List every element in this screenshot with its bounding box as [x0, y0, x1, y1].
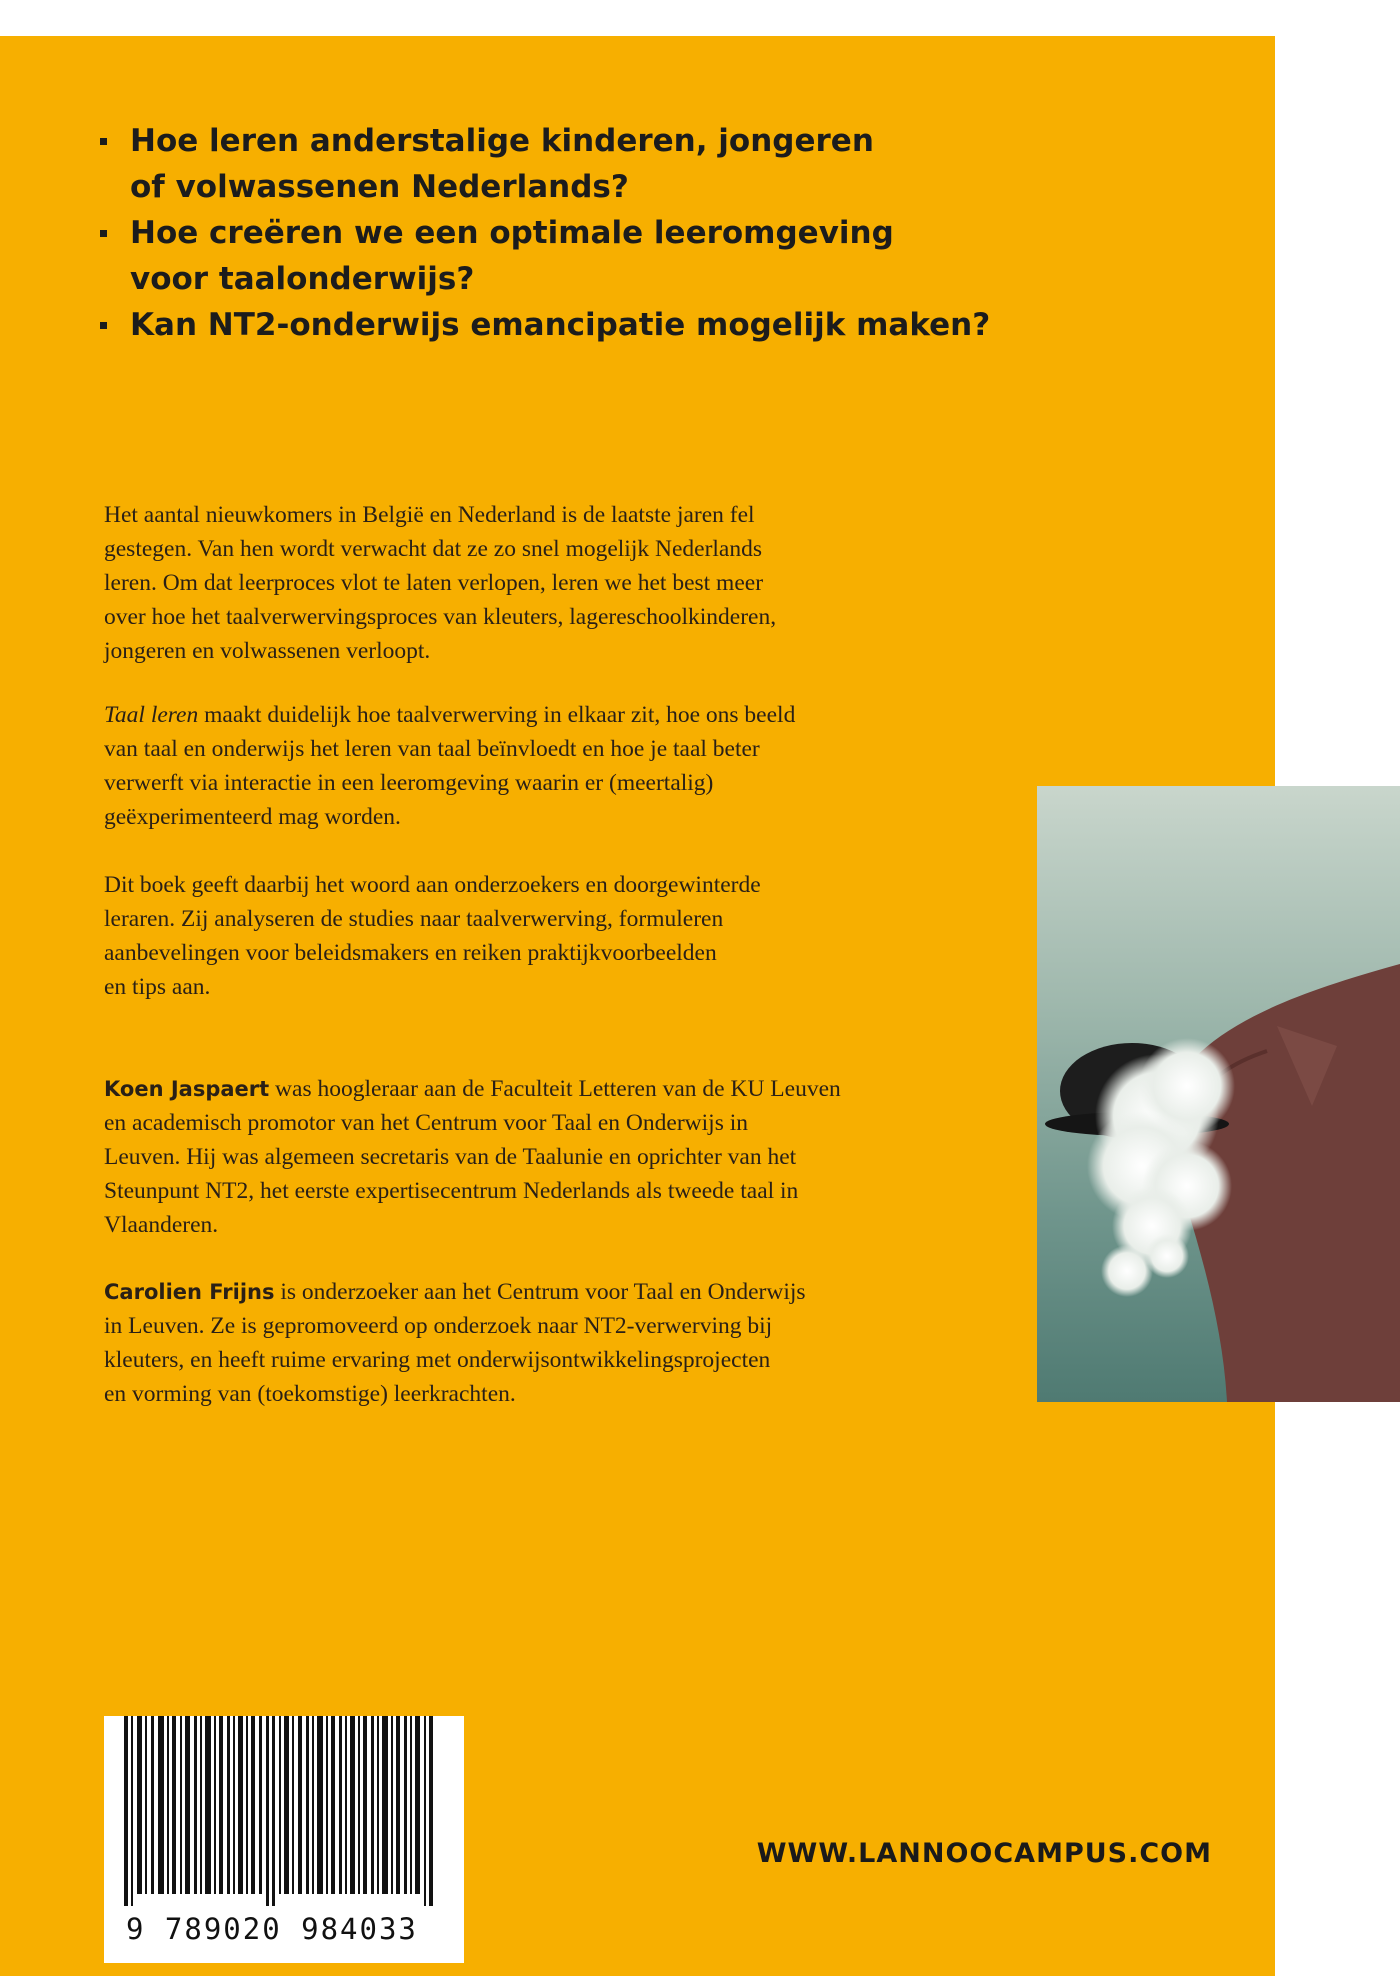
question-line: of volwassenen Nederlands?: [130, 169, 629, 205]
text-line: jongeren en volwassenen verloopt.: [104, 638, 431, 664]
question-line: Hoe leren anderstalige kinderen, jongeren: [130, 123, 874, 159]
text-line: en vorming van (toekomstige) leerkrachten.: [104, 1381, 516, 1407]
text-line: verwerft via interactie in een leeromgeving waarin er (meertalig): [104, 770, 714, 796]
cover-photo: [1037, 786, 1400, 1402]
isbn-barcode: [104, 1716, 464, 1963]
publisher-url: WWW.LANNOOCAMPUS.COM: [756, 1838, 1212, 1869]
author-name: Carolien Frijns: [104, 1280, 275, 1304]
intro-paragraph: [104, 498, 984, 668]
book-summary-paragraph: [104, 698, 984, 834]
text-line: Dit boek geeft daarbij het woord aan onderzoekers en doorgewinterde: [104, 872, 761, 898]
book-title: Taal leren: [104, 702, 199, 728]
question-list: [96, 118, 1196, 348]
text-line: in Leuven. Ze is gepromoveerd op onderzoek naar NT2-verwerving bij: [104, 1313, 773, 1339]
bullet-icon: [100, 138, 107, 145]
question-item: [96, 302, 1196, 348]
question-item: [96, 118, 1196, 210]
question-line: Kan NT2-onderwijs emancipatie mogelijk maken?: [130, 307, 991, 343]
text-line: Steunpunt NT2, het eerste expertisecentrum Nederlands als tweede taal in: [104, 1178, 799, 1204]
text-line: kleuters, en heeft ruime ervaring met onderwijsontwikkelingsprojecten: [104, 1347, 771, 1373]
author-name: Koen Jaspaert: [104, 1077, 270, 1101]
question-line: voor taalonderwijs?: [130, 261, 475, 297]
text-line: Het aantal nieuwkomers in België en Nederland is de laatste jaren fel: [104, 502, 755, 528]
bullet-icon: [100, 230, 107, 237]
isbn-number: 9 789020 984033: [126, 1912, 418, 1946]
text-line: leraren. Zij analyseren de studies naar taalverwerving, formuleren: [104, 906, 724, 932]
text-line: leren. Om dat leerproces vlot te laten verlopen, leren we het best meer: [104, 570, 764, 596]
text-line: van taal en onderwijs het leren van taal beïnvloedt en hoe je taal beter: [104, 736, 760, 762]
author-bio-jaspaert: [104, 1072, 984, 1242]
text-line: Vlaanderen.: [104, 1212, 219, 1238]
text-line: geëxperimenteerd mag worden.: [104, 804, 401, 830]
text-line: maakt duidelijk hoe taalverwerving in elkaar zit, hoe ons beeld: [198, 702, 796, 728]
text-line: is onderzoeker aan het Centrum voor Taal en Onderwijs: [274, 1279, 806, 1305]
book-content-paragraph: [104, 868, 984, 1004]
question-item: [96, 210, 1196, 302]
text-line: en tips aan.: [104, 974, 211, 1000]
question-line: Hoe creëren we een optimale leeromgeving: [130, 215, 894, 251]
text-line: was hoogleraar aan de Faculteit Letteren van de KU Leuven: [269, 1076, 841, 1102]
text-line: aanbevelingen voor beleidsmakers en reiken praktijkvoorbeelden: [104, 940, 717, 966]
text-line: en academisch promotor van het Centrum voor Taal en Onderwijs in: [104, 1110, 748, 1136]
author-bio-frijns: [104, 1275, 984, 1411]
text-line: gestegen. Van hen wordt verwacht dat ze zo snel mogelijk Nederlands: [104, 536, 762, 562]
text-line: over hoe het taalverwervingsproces van kleuters, lagereschoolkinderen,: [104, 604, 777, 630]
bullet-icon: [100, 322, 107, 329]
text-line: Leuven. Hij was algemeen secretaris van de Taalunie en oprichter van het: [104, 1144, 797, 1170]
